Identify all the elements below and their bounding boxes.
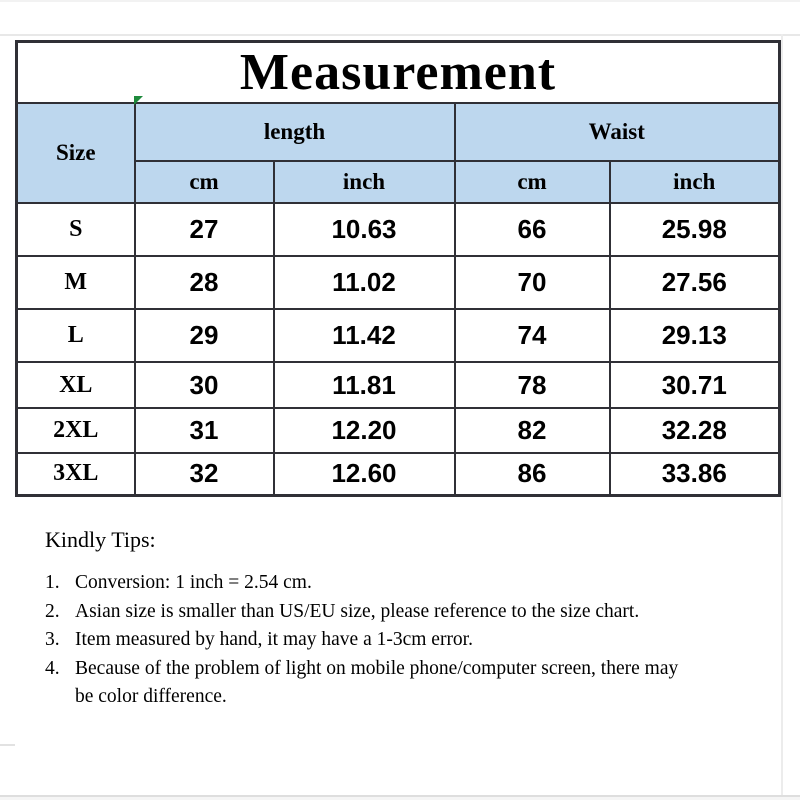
tip-item bbox=[45, 598, 725, 627]
page-title: Measurement bbox=[17, 42, 780, 104]
length-inch-cell: 11.42 bbox=[274, 309, 455, 362]
header-length: length bbox=[135, 103, 455, 161]
waist-inch-cell: 33.86 bbox=[610, 453, 780, 495]
header-waist: Waist bbox=[455, 103, 780, 161]
page-edge-top-line bbox=[0, 34, 800, 36]
kindly-tips-section bbox=[45, 527, 725, 712]
table-row bbox=[17, 203, 780, 256]
waist-cm-cell: 70 bbox=[455, 256, 610, 309]
size-cell: 3XL bbox=[17, 453, 135, 495]
page-edge-top-strip bbox=[0, 0, 800, 2]
length-inch-cell: 11.02 bbox=[274, 256, 455, 309]
size-cell: S bbox=[17, 203, 135, 256]
length-cm-cell: 32 bbox=[135, 453, 274, 495]
waist-cm-cell: 86 bbox=[455, 453, 610, 495]
tips-list bbox=[45, 569, 725, 712]
size-cell: L bbox=[17, 309, 135, 362]
size-cell: 2XL bbox=[17, 408, 135, 453]
size-cell: M bbox=[17, 256, 135, 309]
size-cell: XL bbox=[17, 362, 135, 408]
tip-number: 3. bbox=[45, 629, 60, 650]
header-waist-cm: cm bbox=[455, 161, 610, 203]
length-inch-cell: 10.63 bbox=[274, 203, 455, 256]
tips-heading: Kindly Tips: bbox=[45, 527, 156, 552]
table-row bbox=[17, 408, 780, 453]
table-row bbox=[17, 256, 780, 309]
waist-inch-cell: 25.98 bbox=[610, 203, 780, 256]
length-cm-cell: 30 bbox=[135, 362, 274, 408]
tip-text: Item measured by hand, it may have a 1-3cm error. bbox=[75, 629, 473, 650]
tip-number: 4. bbox=[45, 657, 60, 679]
waist-inch-cell: 30.71 bbox=[610, 362, 780, 408]
tip-item bbox=[45, 655, 725, 712]
length-inch-cell: 12.60 bbox=[274, 453, 455, 495]
length-cm-cell: 29 bbox=[135, 309, 274, 362]
tip-text: Conversion: 1 inch = 2.54 cm. bbox=[75, 572, 312, 593]
table-title-row bbox=[17, 42, 780, 104]
waist-cm-cell: 82 bbox=[455, 408, 610, 453]
length-cm-cell: 31 bbox=[135, 408, 274, 453]
length-cm-cell: 28 bbox=[135, 256, 274, 309]
table-row bbox=[17, 362, 780, 408]
page-edge-left-tick bbox=[0, 744, 15, 746]
waist-inch-cell: 27.56 bbox=[610, 256, 780, 309]
group-header-row bbox=[17, 103, 780, 161]
waist-cm-cell: 78 bbox=[455, 362, 610, 408]
header-size: Size bbox=[17, 103, 135, 203]
tip-item bbox=[45, 626, 725, 655]
waist-cm-cell: 66 bbox=[455, 203, 610, 256]
length-inch-cell: 11.81 bbox=[274, 362, 455, 408]
measurement-table bbox=[15, 40, 781, 497]
tip-text: Asian size is smaller than US/EU size, please reference to the size chart. bbox=[75, 600, 640, 622]
tip-item bbox=[45, 569, 725, 598]
table-row bbox=[17, 309, 780, 362]
waist-cm-cell: 74 bbox=[455, 309, 610, 362]
page-edge-right-line bbox=[781, 34, 783, 796]
table-row bbox=[17, 453, 780, 495]
header-waist-inch: inch bbox=[610, 161, 780, 203]
length-cm-cell: 27 bbox=[135, 203, 274, 256]
waist-inch-cell: 32.28 bbox=[610, 408, 780, 453]
tip-number: 2. bbox=[45, 600, 60, 622]
tip-number: 1. bbox=[45, 572, 60, 593]
waist-inch-cell: 29.13 bbox=[610, 309, 780, 362]
header-length-cm: cm bbox=[135, 161, 274, 203]
length-inch-cell: 12.20 bbox=[274, 408, 455, 453]
tip-text: Because of the problem of light on mobile phone/computer screen, there may be color difference. bbox=[75, 657, 679, 707]
header-length-inch: inch bbox=[274, 161, 455, 203]
